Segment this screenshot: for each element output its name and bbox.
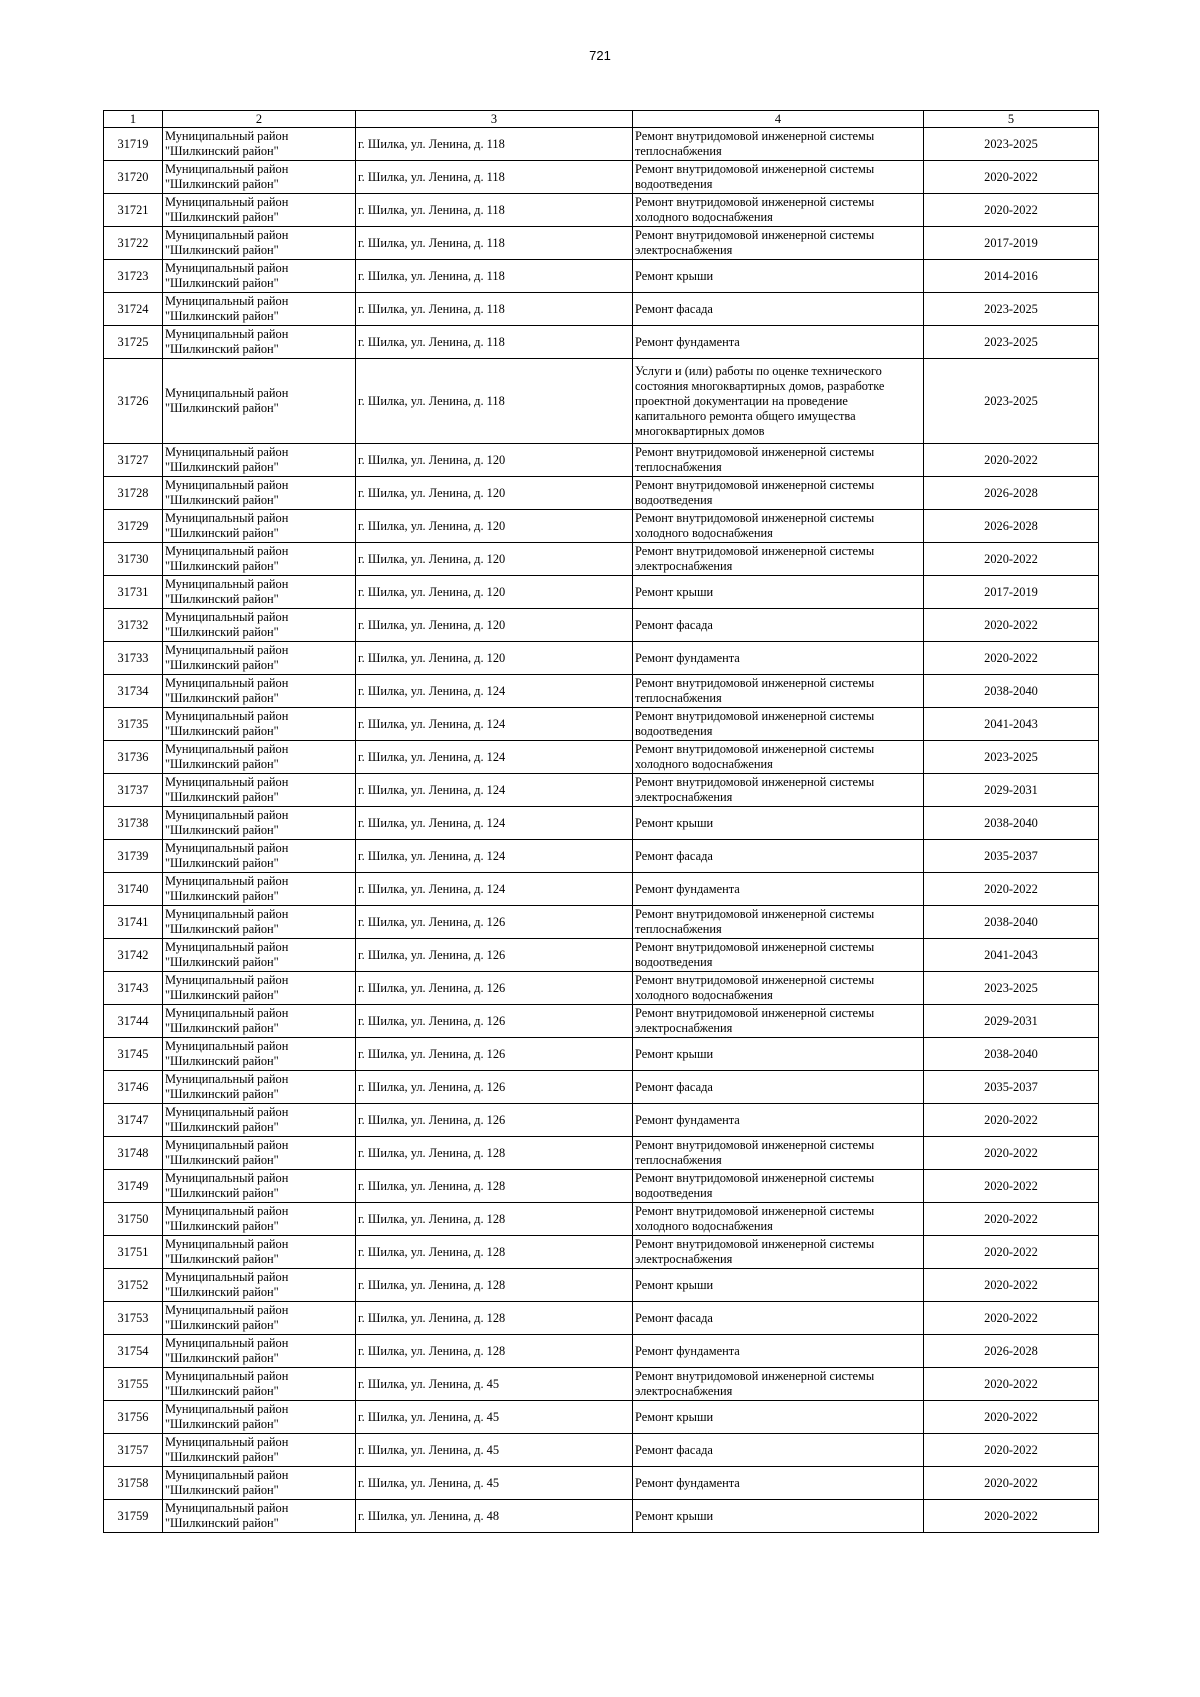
district-cell: Муниципальный район "Шилкинский район" — [163, 576, 356, 609]
table-row — [104, 1071, 1099, 1104]
work-type-cell: Ремонт фасада — [633, 840, 924, 873]
district-cell: Муниципальный район "Шилкинский район" — [163, 675, 356, 708]
period-cell: 2020-2022 — [924, 1269, 1099, 1302]
period-cell: 2041-2043 — [924, 939, 1099, 972]
works-table — [103, 110, 1099, 1533]
work-type-cell: Ремонт внутридомовой инженерной системы холодного водоснабжения — [633, 194, 924, 227]
row-number-cell: 31747 — [104, 1104, 163, 1137]
table-row — [104, 1236, 1099, 1269]
row-number-cell: 31745 — [104, 1038, 163, 1071]
table-row — [104, 873, 1099, 906]
row-number-cell: 31744 — [104, 1005, 163, 1038]
district-cell: Муниципальный район "Шилкинский район" — [163, 609, 356, 642]
period-cell: 2020-2022 — [924, 1170, 1099, 1203]
row-number-cell: 31758 — [104, 1467, 163, 1500]
row-number-cell: 31729 — [104, 510, 163, 543]
district-cell: Муниципальный район "Шилкинский район" — [163, 359, 356, 444]
table-row — [104, 161, 1099, 194]
address-cell: г. Шилка, ул. Ленина, д. 128 — [356, 1269, 633, 1302]
district-cell: Муниципальный район "Шилкинский район" — [163, 840, 356, 873]
address-cell: г. Шилка, ул. Ленина, д. 124 — [356, 675, 633, 708]
work-type-cell: Ремонт внутридомовой инженерной системы водоотведения — [633, 708, 924, 741]
row-number-cell: 31743 — [104, 972, 163, 1005]
table-row — [104, 1005, 1099, 1038]
period-cell: 2017-2019 — [924, 576, 1099, 609]
period-cell: 2026-2028 — [924, 1335, 1099, 1368]
district-cell: Муниципальный район "Шилкинский район" — [163, 1434, 356, 1467]
address-cell: г. Шилка, ул. Ленина, д. 128 — [356, 1203, 633, 1236]
period-cell: 2020-2022 — [924, 642, 1099, 675]
work-type-cell: Ремонт внутридомовой инженерной системы холодного водоснабжения — [633, 972, 924, 1005]
period-cell: 2038-2040 — [924, 906, 1099, 939]
row-number-cell: 31719 — [104, 128, 163, 161]
row-number-cell: 31726 — [104, 359, 163, 444]
address-cell: г. Шилка, ул. Ленина, д. 118 — [356, 293, 633, 326]
row-number-cell: 31733 — [104, 642, 163, 675]
address-cell: г. Шилка, ул. Ленина, д. 126 — [356, 1005, 633, 1038]
row-number-cell: 31725 — [104, 326, 163, 359]
table-row — [104, 774, 1099, 807]
work-type-cell: Ремонт внутридомовой инженерной системы водоотведения — [633, 1170, 924, 1203]
table-row — [104, 1368, 1099, 1401]
work-type-cell: Ремонт фундамента — [633, 642, 924, 675]
row-number-cell: 31720 — [104, 161, 163, 194]
row-number-cell: 31742 — [104, 939, 163, 972]
row-number-cell: 31741 — [104, 906, 163, 939]
district-cell: Муниципальный район "Шилкинский район" — [163, 741, 356, 774]
address-cell: г. Шилка, ул. Ленина, д. 118 — [356, 326, 633, 359]
row-number-cell: 31748 — [104, 1137, 163, 1170]
district-cell: Муниципальный район "Шилкинский район" — [163, 1071, 356, 1104]
table-row — [104, 194, 1099, 227]
district-cell: Муниципальный район "Шилкинский район" — [163, 194, 356, 227]
work-type-cell: Ремонт фасада — [633, 1434, 924, 1467]
work-type-cell: Ремонт фасада — [633, 1302, 924, 1335]
period-cell: 2020-2022 — [924, 1137, 1099, 1170]
table-row — [104, 227, 1099, 260]
row-number-cell: 31746 — [104, 1071, 163, 1104]
row-number-cell: 31739 — [104, 840, 163, 873]
address-cell: г. Шилка, ул. Ленина, д. 118 — [356, 128, 633, 161]
district-cell: Муниципальный район "Шилкинский район" — [163, 1137, 356, 1170]
row-number-cell: 31738 — [104, 807, 163, 840]
work-type-cell: Ремонт внутридомовой инженерной системы водоотведения — [633, 477, 924, 510]
work-type-cell: Ремонт фасада — [633, 609, 924, 642]
table-row — [104, 1137, 1099, 1170]
row-number-cell: 31754 — [104, 1335, 163, 1368]
address-cell: г. Шилка, ул. Ленина, д. 120 — [356, 609, 633, 642]
work-type-cell: Ремонт фундамента — [633, 1335, 924, 1368]
period-cell: 2029-2031 — [924, 1005, 1099, 1038]
work-type-cell: Ремонт внутридомовой инженерной системы электроснабжения — [633, 543, 924, 576]
district-cell: Муниципальный район "Шилкинский район" — [163, 510, 356, 543]
table-row — [104, 260, 1099, 293]
table-row — [104, 675, 1099, 708]
period-cell: 2020-2022 — [924, 543, 1099, 576]
period-cell: 2017-2019 — [924, 227, 1099, 260]
address-cell: г. Шилка, ул. Ленина, д. 120 — [356, 642, 633, 675]
address-cell: г. Шилка, ул. Ленина, д. 126 — [356, 1104, 633, 1137]
address-cell: г. Шилка, ул. Ленина, д. 45 — [356, 1467, 633, 1500]
table-row — [104, 477, 1099, 510]
district-cell: Муниципальный район "Шилкинский район" — [163, 1203, 356, 1236]
district-cell: Муниципальный район "Шилкинский район" — [163, 1401, 356, 1434]
district-cell: Муниципальный район "Шилкинский район" — [163, 326, 356, 359]
district-cell: Муниципальный район "Шилкинский район" — [163, 1005, 356, 1038]
district-cell: Муниципальный район "Шилкинский район" — [163, 1269, 356, 1302]
address-cell: г. Шилка, ул. Ленина, д. 124 — [356, 774, 633, 807]
table-row — [104, 359, 1099, 444]
table-row — [104, 1401, 1099, 1434]
address-cell: г. Шилка, ул. Ленина, д. 124 — [356, 741, 633, 774]
period-cell: 2020-2022 — [924, 161, 1099, 194]
row-number-cell: 31732 — [104, 609, 163, 642]
address-cell: г. Шилка, ул. Ленина, д. 128 — [356, 1170, 633, 1203]
table-row — [104, 1467, 1099, 1500]
period-cell: 2041-2043 — [924, 708, 1099, 741]
table-row — [104, 510, 1099, 543]
period-cell: 2020-2022 — [924, 1368, 1099, 1401]
row-number-cell: 31734 — [104, 675, 163, 708]
work-type-cell: Ремонт внутридомовой инженерной системы теплоснабжения — [633, 906, 924, 939]
district-cell: Муниципальный район "Шилкинский район" — [163, 1368, 356, 1401]
table-row — [104, 1434, 1099, 1467]
address-cell: г. Шилка, ул. Ленина, д. 118 — [356, 194, 633, 227]
column-number-3: 3 — [356, 111, 633, 128]
work-type-cell: Ремонт фундамента — [633, 873, 924, 906]
address-cell: г. Шилка, ул. Ленина, д. 126 — [356, 1071, 633, 1104]
row-number-cell: 31730 — [104, 543, 163, 576]
column-number-1: 1 — [104, 111, 163, 128]
district-cell: Муниципальный район "Шилкинский район" — [163, 227, 356, 260]
table-body — [104, 128, 1099, 1533]
work-type-cell: Ремонт крыши — [633, 260, 924, 293]
period-cell: 2026-2028 — [924, 477, 1099, 510]
row-number-cell: 31755 — [104, 1368, 163, 1401]
period-cell: 2023-2025 — [924, 293, 1099, 326]
row-number-cell: 31751 — [104, 1236, 163, 1269]
row-number-cell: 31728 — [104, 477, 163, 510]
table-row — [104, 609, 1099, 642]
row-number-cell: 31757 — [104, 1434, 163, 1467]
work-type-cell: Ремонт крыши — [633, 1401, 924, 1434]
period-cell: 2023-2025 — [924, 359, 1099, 444]
row-number-cell: 31750 — [104, 1203, 163, 1236]
table-row — [104, 444, 1099, 477]
district-cell: Муниципальный район "Шилкинский район" — [163, 708, 356, 741]
work-type-cell: Ремонт внутридомовой инженерной системы электроснабжения — [633, 1005, 924, 1038]
row-number-cell: 31724 — [104, 293, 163, 326]
work-type-cell: Ремонт внутридомовой инженерной системы теплоснабжения — [633, 444, 924, 477]
district-cell: Муниципальный район "Шилкинский район" — [163, 939, 356, 972]
period-cell: 2035-2037 — [924, 840, 1099, 873]
address-cell: г. Шилка, ул. Ленина, д. 118 — [356, 227, 633, 260]
column-number-5: 5 — [924, 111, 1099, 128]
row-number-cell: 31737 — [104, 774, 163, 807]
district-cell: Муниципальный район "Шилкинский район" — [163, 1335, 356, 1368]
column-number-2: 2 — [163, 111, 356, 128]
address-cell: г. Шилка, ул. Ленина, д. 128 — [356, 1137, 633, 1170]
row-number-cell: 31740 — [104, 873, 163, 906]
address-cell: г. Шилка, ул. Ленина, д. 124 — [356, 807, 633, 840]
period-cell: 2023-2025 — [924, 326, 1099, 359]
address-cell: г. Шилка, ул. Ленина, д. 120 — [356, 510, 633, 543]
period-cell: 2020-2022 — [924, 1104, 1099, 1137]
table-row — [104, 972, 1099, 1005]
period-cell: 2020-2022 — [924, 1500, 1099, 1533]
period-cell: 2020-2022 — [924, 1302, 1099, 1335]
period-cell: 2038-2040 — [924, 1038, 1099, 1071]
table-row — [104, 906, 1099, 939]
row-number-cell: 31731 — [104, 576, 163, 609]
column-number-row — [104, 111, 1099, 128]
work-type-cell: Ремонт крыши — [633, 1500, 924, 1533]
work-type-cell: Ремонт крыши — [633, 576, 924, 609]
address-cell: г. Шилка, ул. Ленина, д. 118 — [356, 359, 633, 444]
row-number-cell: 31749 — [104, 1170, 163, 1203]
work-type-cell: Ремонт крыши — [633, 1269, 924, 1302]
work-type-cell: Ремонт внутридомовой инженерной системы холодного водоснабжения — [633, 510, 924, 543]
period-cell: 2035-2037 — [924, 1071, 1099, 1104]
district-cell: Муниципальный район "Шилкинский район" — [163, 1104, 356, 1137]
address-cell: г. Шилка, ул. Ленина, д. 124 — [356, 708, 633, 741]
address-cell: г. Шилка, ул. Ленина, д. 126 — [356, 939, 633, 972]
period-cell: 2029-2031 — [924, 774, 1099, 807]
table-row — [104, 1500, 1099, 1533]
address-cell: г. Шилка, ул. Ленина, д. 128 — [356, 1335, 633, 1368]
row-number-cell: 31756 — [104, 1401, 163, 1434]
address-cell: г. Шилка, ул. Ленина, д. 120 — [356, 543, 633, 576]
work-type-cell: Ремонт внутридомовой инженерной системы теплоснабжения — [633, 675, 924, 708]
table-row — [104, 1335, 1099, 1368]
period-cell: 2020-2022 — [924, 873, 1099, 906]
period-cell: 2020-2022 — [924, 609, 1099, 642]
table-row — [104, 576, 1099, 609]
district-cell: Муниципальный район "Шилкинский район" — [163, 293, 356, 326]
period-cell: 2020-2022 — [924, 1467, 1099, 1500]
table-row — [104, 293, 1099, 326]
table-row — [104, 840, 1099, 873]
period-cell: 2020-2022 — [924, 1236, 1099, 1269]
row-number-cell: 31735 — [104, 708, 163, 741]
period-cell: 2014-2016 — [924, 260, 1099, 293]
address-cell: г. Шилка, ул. Ленина, д. 128 — [356, 1302, 633, 1335]
address-cell: г. Шилка, ул. Ленина, д. 126 — [356, 972, 633, 1005]
district-cell: Муниципальный район "Шилкинский район" — [163, 161, 356, 194]
district-cell: Муниципальный район "Шилкинский район" — [163, 1038, 356, 1071]
table-row — [104, 807, 1099, 840]
district-cell: Муниципальный район "Шилкинский район" — [163, 1236, 356, 1269]
period-cell: 2020-2022 — [924, 1401, 1099, 1434]
row-number-cell: 31752 — [104, 1269, 163, 1302]
period-cell: 2038-2040 — [924, 675, 1099, 708]
period-cell: 2020-2022 — [924, 194, 1099, 227]
work-type-cell: Ремонт фасада — [633, 293, 924, 326]
work-type-cell: Ремонт внутридомовой инженерной системы холодного водоснабжения — [633, 1203, 924, 1236]
district-cell: Муниципальный район "Шилкинский район" — [163, 972, 356, 1005]
work-type-cell: Ремонт крыши — [633, 1038, 924, 1071]
period-cell: 2038-2040 — [924, 807, 1099, 840]
table-row — [104, 1170, 1099, 1203]
table-row — [104, 326, 1099, 359]
address-cell: г. Шилка, ул. Ленина, д. 120 — [356, 444, 633, 477]
address-cell: г. Шилка, ул. Ленина, д. 120 — [356, 576, 633, 609]
row-number-cell: 31736 — [104, 741, 163, 774]
work-type-cell: Ремонт фасада — [633, 1071, 924, 1104]
work-type-cell: Услуги и (или) работы по оценке технического состояния многоквартирных домов, разработке проектной документации на проведение капитального ремонта общего имущества многоквартирных домов — [633, 359, 924, 444]
table-row — [104, 1269, 1099, 1302]
district-cell: Муниципальный район "Шилкинский район" — [163, 444, 356, 477]
district-cell: Муниципальный район "Шилкинский район" — [163, 906, 356, 939]
district-cell: Муниципальный район "Шилкинский район" — [163, 477, 356, 510]
table-row — [104, 708, 1099, 741]
table-row — [104, 1104, 1099, 1137]
table-row — [104, 642, 1099, 675]
period-cell: 2020-2022 — [924, 1434, 1099, 1467]
address-cell: г. Шилка, ул. Ленина, д. 120 — [356, 477, 633, 510]
district-cell: Муниципальный район "Шилкинский район" — [163, 807, 356, 840]
period-cell: 2020-2022 — [924, 1203, 1099, 1236]
row-number-cell: 31753 — [104, 1302, 163, 1335]
district-cell: Муниципальный район "Шилкинский район" — [163, 1467, 356, 1500]
district-cell: Муниципальный район "Шилкинский район" — [163, 1170, 356, 1203]
address-cell: г. Шилка, ул. Ленина, д. 45 — [356, 1368, 633, 1401]
period-cell: 2023-2025 — [924, 741, 1099, 774]
address-cell: г. Шилка, ул. Ленина, д. 48 — [356, 1500, 633, 1533]
work-type-cell: Ремонт фундамента — [633, 1104, 924, 1137]
district-cell: Муниципальный район "Шилкинский район" — [163, 260, 356, 293]
work-type-cell: Ремонт внутридомовой инженерной системы теплоснабжения — [633, 1137, 924, 1170]
table-row — [104, 128, 1099, 161]
row-number-cell: 31727 — [104, 444, 163, 477]
work-type-cell: Ремонт внутридомовой инженерной системы холодного водоснабжения — [633, 741, 924, 774]
work-type-cell: Ремонт внутридомовой инженерной системы водоотведения — [633, 161, 924, 194]
address-cell: г. Шилка, ул. Ленина, д. 45 — [356, 1401, 633, 1434]
work-type-cell: Ремонт внутридомовой инженерной системы электроснабжения — [633, 1368, 924, 1401]
row-number-cell: 31759 — [104, 1500, 163, 1533]
work-type-cell: Ремонт фундамента — [633, 326, 924, 359]
district-cell: Муниципальный район "Шилкинский район" — [163, 1302, 356, 1335]
table-row — [104, 543, 1099, 576]
work-type-cell: Ремонт крыши — [633, 807, 924, 840]
period-cell: 2023-2025 — [924, 972, 1099, 1005]
district-cell: Муниципальный район "Шилкинский район" — [163, 1500, 356, 1533]
page-number: 721 — [589, 48, 611, 63]
work-type-cell: Ремонт внутридомовой инженерной системы электроснабжения — [633, 774, 924, 807]
row-number-cell: 31721 — [104, 194, 163, 227]
address-cell: г. Шилка, ул. Ленина, д. 128 — [356, 1236, 633, 1269]
district-cell: Муниципальный район "Шилкинский район" — [163, 128, 356, 161]
address-cell: г. Шилка, ул. Ленина, д. 118 — [356, 161, 633, 194]
district-cell: Муниципальный район "Шилкинский район" — [163, 774, 356, 807]
address-cell: г. Шилка, ул. Ленина, д. 118 — [356, 260, 633, 293]
table-row — [104, 1203, 1099, 1236]
address-cell: г. Шилка, ул. Ленина, д. 126 — [356, 906, 633, 939]
address-cell: г. Шилка, ул. Ленина, д. 124 — [356, 873, 633, 906]
work-type-cell: Ремонт внутридомовой инженерной системы электроснабжения — [633, 1236, 924, 1269]
work-type-cell: Ремонт внутридомовой инженерной системы электроснабжения — [633, 227, 924, 260]
table-row — [104, 741, 1099, 774]
table-row — [104, 1302, 1099, 1335]
column-number-4: 4 — [633, 111, 924, 128]
table-row — [104, 1038, 1099, 1071]
address-cell: г. Шилка, ул. Ленина, д. 126 — [356, 1038, 633, 1071]
work-type-cell: Ремонт внутридомовой инженерной системы водоотведения — [633, 939, 924, 972]
row-number-cell: 31722 — [104, 227, 163, 260]
table-row — [104, 939, 1099, 972]
district-cell: Муниципальный район "Шилкинский район" — [163, 642, 356, 675]
row-number-cell: 31723 — [104, 260, 163, 293]
address-cell: г. Шилка, ул. Ленина, д. 124 — [356, 840, 633, 873]
period-cell: 2020-2022 — [924, 444, 1099, 477]
district-cell: Муниципальный район "Шилкинский район" — [163, 873, 356, 906]
district-cell: Муниципальный район "Шилкинский район" — [163, 543, 356, 576]
address-cell: г. Шилка, ул. Ленина, д. 45 — [356, 1434, 633, 1467]
period-cell: 2023-2025 — [924, 128, 1099, 161]
period-cell: 2026-2028 — [924, 510, 1099, 543]
work-type-cell: Ремонт внутридомовой инженерной системы теплоснабжения — [633, 128, 924, 161]
work-type-cell: Ремонт фундамента — [633, 1467, 924, 1500]
